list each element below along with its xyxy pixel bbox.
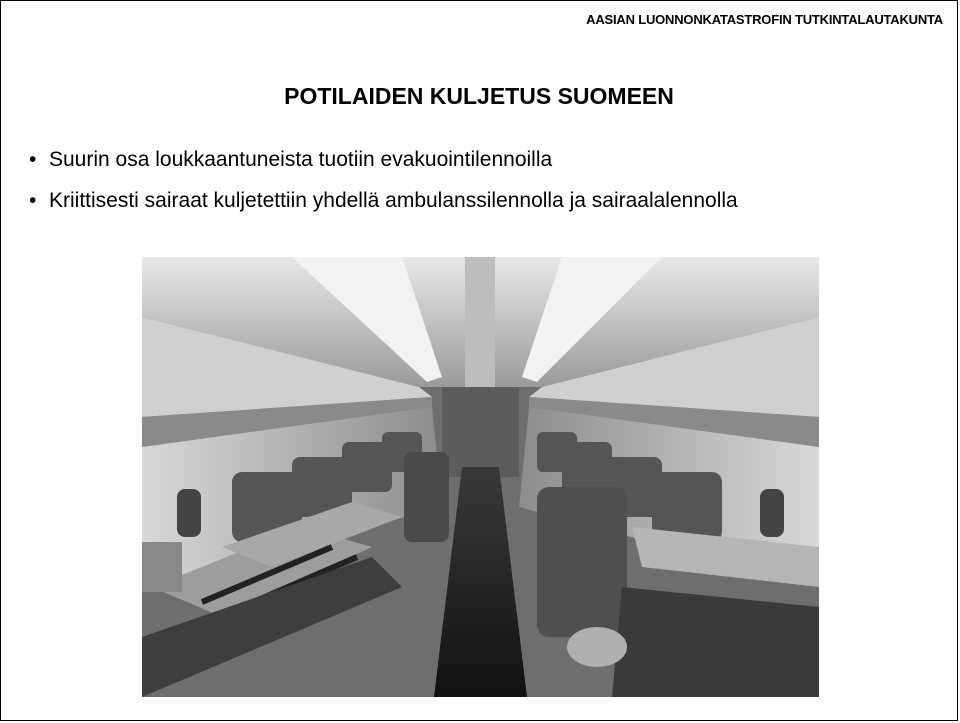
bullet-item — [29, 188, 738, 214]
bullet-item — [29, 147, 738, 173]
aircraft-cabin-photo — [142, 257, 819, 697]
bullet-list — [29, 147, 738, 229]
slide-title: POTILAIDEN KULJETUS SUOMEEN — [284, 83, 674, 109]
organization-header: AASIAN LUONNONKATASTROFIN TUTKINTALAUTAKUNTA — [586, 12, 943, 27]
bullet-marker: • — [29, 148, 37, 171]
bullet-text: Kriittisesti sairaat kuljetettiin yhdellä ambulanssilennolla ja sairaalalennolla — [49, 189, 738, 212]
bullet-marker: • — [29, 189, 37, 212]
bullet-text: Suurin osa loukkaantuneista tuotiin evakuointilennoilla — [49, 148, 553, 171]
